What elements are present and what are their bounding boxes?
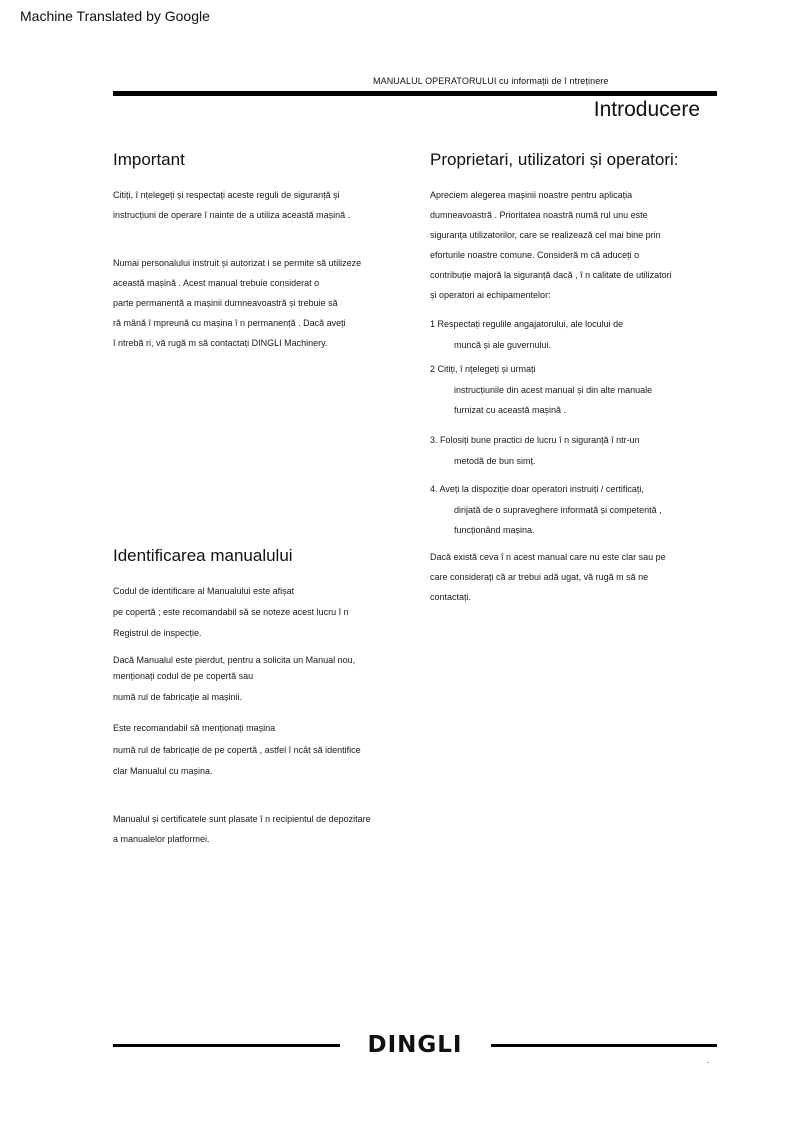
identification-paragraph-3 [113,717,413,781]
footer-mark: . [707,1056,710,1065]
text-line: ră mână î mpreună cu mașina î n permanență . Dacă aveți [113,318,346,328]
text-line-indented: instrucțiunile din acest manual și din alte manuale [454,384,653,395]
text-line: Numai personalului instruit și autorizat i se permite să utilizeze [113,258,362,268]
text-line: această mașină . Acest manual trebuie considerat o [113,278,320,288]
important-paragraph-2 [113,253,413,353]
text-line: care considerați că ar trebui adă ugat, vă rugă m să ne [430,572,649,582]
text-line: instrucțiuni de operare î nainte de a utiliza această mașină . [113,210,351,220]
text-line: Manualul și certificatele sunt plasate î n recipientul de depozitare [113,814,371,824]
text-line-indented: dirijată de o supraveghere informată și competentă , [454,504,662,515]
text-line: siguranța utilizatorilor, care se realizează cel mai bine prin [430,230,661,240]
important-section [113,150,413,170]
text-line-indented: furnizat cu această mașină . [454,405,567,415]
dingli-logo: DINGLI [367,1032,463,1058]
text-line: contactați. [430,592,472,602]
identification-heading: Identificarea manualului [113,546,293,565]
text-line: Dacă există ceva î n acest manual care nu este clar sau pe [430,552,666,562]
text-line: 3. Folosiți bune practici de lucru î n siguranță î ntr-un [430,435,640,445]
identification-paragraph-1 [113,581,413,644]
text-line: 1 Respectați regulile angajatorului, ale locului de [430,319,624,329]
text-line-indented: metodă de bun simț. [454,455,536,466]
list-item-3 [430,430,720,471]
text-line-indented: muncă și ale guvernului. [454,339,552,350]
text-line: Apreciem alegerea mașinii noastre pentru aplicația [430,190,633,200]
text-line: și operatori ai echipamentelor: [430,290,551,300]
text-line: î ntrebă ri, vă rugă m să contactați DINGLI Machinery. [113,338,328,348]
important-heading: Important [113,150,185,169]
identification-section [113,546,413,566]
text-line: a manualelor platformei. [113,834,210,844]
text-line: Registrul de inspecție. [113,628,202,638]
important-paragraph-1 [113,185,413,225]
footer-divider-right [491,1044,717,1047]
text-line: Citiți, î nțelegeți și respectați aceste reguli de siguranță și [113,190,340,200]
list-item-4 [430,479,720,541]
text-line: Dacă Manualul este pierdut, pentru a solicita un Manual nou, [113,655,356,665]
manual-title: MANUALUL OPERATORULUI cu informații de î ntreținere [373,76,609,86]
identification-paragraph-2 [113,652,413,709]
text-line: pe copertă ; este recomandabil să se noteze acest lucru î n [113,607,349,617]
text-line-indented: funcționând mașina. [454,525,535,535]
text-line: numă rul de fabricație al mașinii. [113,692,243,702]
owners-heading: Proprietari, utilizatori și operatori: [430,150,679,169]
text-line: 4. Aveți la dispoziție doar operatori instruiți / certificați, [430,484,644,494]
text-line: 2 Citiți, î nțelegeți și urmați [430,364,536,374]
footer-divider-left [113,1044,340,1047]
text-line: contribuție majoră la siguranță dacă , î n calitate de utilizatori [430,270,672,280]
machine-translation-banner: Machine Translated by Google [20,8,210,24]
owners-intro [430,185,720,305]
list-item-1 [430,314,720,355]
header-divider [113,91,717,96]
section-title: Introducere [593,98,700,121]
text-line: Codul de identificare al Manualului este afișat [113,586,295,596]
list-item-2 [430,359,720,421]
owners-section [430,150,730,170]
text-line: Este recomandabil să menționați mașina [113,723,276,733]
text-line: numă rul de fabricație de pe copertă , astfel î ncât să identifice [113,745,361,755]
text-line: parte permanentă a mașinii dumneavoastră și trebuie să [113,298,338,308]
text-line: clar Manualul cu mașina. [113,766,213,776]
text-line: dumneavoastră . Prioritatea noastră numă rul unu este [430,210,648,220]
identification-paragraph-4 [113,809,413,849]
contact-paragraph [430,547,720,607]
text-line: eforturile noastre comune. Consideră m că aduceți o [430,250,640,260]
text-line: menționați codul de pe copertă sau [113,671,254,681]
